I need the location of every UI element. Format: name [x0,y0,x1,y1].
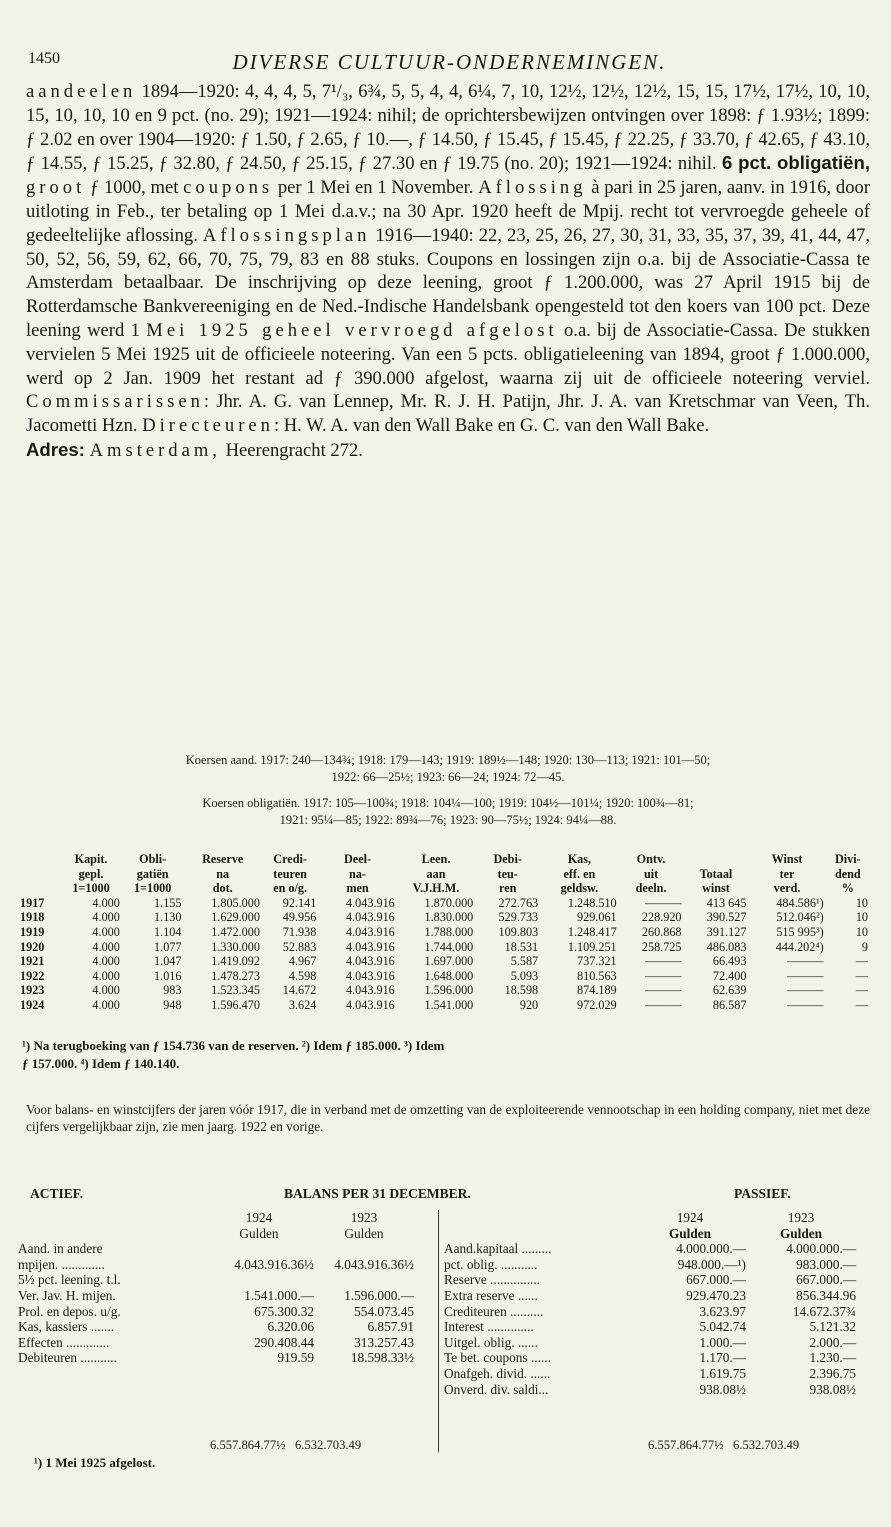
passief-amount: 14.672.37¾ [792,1303,856,1319]
table-cell: — [855,997,868,1012]
table-cell: 1.805.000 [211,895,260,910]
table-row [18,954,870,969]
actief-label: Aand. in andere [18,1241,103,1257]
table-cell: 1.104 [154,924,182,939]
table-cell: 1.697.000 [424,954,474,969]
table-cell: 1.330.000 [211,939,260,954]
passief-amount: 2.396.75 [809,1365,856,1381]
table-header-cell: teu- [497,866,518,881]
passief-amount: 1.230.— [809,1350,856,1366]
passief-amount: 4.000.000.— [676,1241,746,1257]
passief-year-1923: 1923 [787,1210,815,1225]
table-cell: ——— [644,983,682,998]
actief-column [18,1210,414,1366]
table-cell: 444.202⁴) [775,939,824,954]
table-header-cell: en o/g. [273,881,308,896]
text-loan-size: ƒ 1000, met [85,177,184,199]
passief-currency-1924: Gulden [668,1225,712,1241]
table-cell: 9 [861,939,868,954]
table-row-year: 1923 [20,983,45,998]
table-header-cell: ren [499,881,517,896]
table-cell: 4.000 [92,939,120,954]
actief-amount: 554.073.45 [354,1303,414,1319]
passief-row [444,1241,856,1257]
table-header-cell: winst [702,881,730,896]
table-cell: 272.763 [498,895,539,910]
table-cell: 1.870.000 [424,895,474,910]
table-cell: 109.803 [498,924,539,939]
table-row-year: 1922 [20,968,45,983]
table-cell: 1.541.000 [424,997,474,1012]
table-header-cell [18,881,60,896]
table-cell: 1.629.000 [211,910,260,925]
text-directeuren-label: Directeuren [142,415,274,437]
table-row [18,896,870,911]
actief-row [18,1241,414,1257]
text-aflossing-details: à pari in 25 jaren, aanv. in 1916, door uitloting in Feb., ter betaling op 1 Mei d.a.v.; na 30 Apr. 1920 heeft de Mpij. recht tot vervroegde geheele of gedeeltelijke aflossing. [26,177,870,246]
table-row-year: 1918 [20,910,45,925]
actief-row [18,1350,414,1366]
passief-amount: 4.000.000.— [786,1241,856,1257]
actief-row [18,1335,414,1351]
table-cell: ——— [787,983,824,998]
table-row-year: 1920 [20,939,45,954]
table-cell: 10 [855,910,868,925]
actief-total-1923: 6.532.703.49 [295,1438,362,1452]
passief-rows [444,1241,856,1397]
table-cell: 52.883 [282,939,317,954]
actief-amount [204,1272,314,1288]
table-header-cell: Leen. [421,852,451,866]
passief-row [444,1288,856,1304]
table-header-cell: na [216,866,230,881]
actief-amount: 4.043.916.36½ [234,1256,314,1272]
text-adres-city: Amsterdam, [89,439,221,461]
table-cell: 1.155 [154,895,182,910]
table-cell: 1.523.345 [211,983,260,998]
table-cell: 512.046²) [776,910,824,925]
actief-amount: 18.598.33½ [350,1350,414,1366]
text-groot: groot [26,177,86,199]
actief-amount [314,1241,414,1257]
table-cell: 4.000 [92,983,120,998]
table-cell: 228.920 [641,910,682,925]
actief-amount: 675.300.32 [254,1303,314,1319]
table-cell: 92.141 [282,895,317,910]
table-cell: 737.321 [577,954,617,969]
passief-amount: 5.042.74 [699,1319,746,1335]
text-commissarissen: : Jhr. A. G. van Lennep, Mr. R. J. H. Patijn, Jhr. J. A. van Kretschmar van Veen, Th. Jacometti Hzn. [26,391,870,437]
table-cell: 1.648.000 [424,968,474,983]
table-row-year: 1921 [20,954,45,969]
table-row-year: 1924 [20,997,45,1012]
koersen-obl-line2: 1921: 95¼—85; 1922: 89¾—76; 1923: 90—75½; 1924: 94¼—88. [279,813,617,827]
table-header-cell: V.J.H.M. [412,881,460,896]
text-dividend-history: 1894—1920: 4, 4, 4, 5, 7¹/₃, 6¾, 5, 5, 4, 4, 6¼, 7, 10, 12½, 12½, 12½, 15, 15, 17½, 17½, 10, 10, 15, 10, 10, 10 en 9 pct. (no. 29); 1921—1924: nihil; de oprichtersbewijzen ontvingen over 1898: ƒ 1.93½; 1899: ƒ 2.02 en over 1904—1920: ƒ 1.50, ƒ 2.65, ƒ 10.—, ƒ 14.50, ƒ 15.45, ƒ 15.45, ƒ 22.25, ƒ 33.70, ƒ 42.65, ƒ 43.10, ƒ 14.55, ƒ 15.25, ƒ 32.80, ƒ 24.50, ƒ 25.15, ƒ 27.30 en ƒ 19.75 (no. 20); 1921—1924: nihil. [26,81,870,175]
table-cell: 983 [163,983,182,998]
passief-amount: 983.000.— [796,1256,856,1272]
table-row [18,998,870,1013]
balans-column-divider [438,1210,439,1452]
balans-title: BALANS PER 31 DECEMBER. [284,1186,471,1201]
table-row-year: 1919 [20,924,45,939]
actief-rows [18,1241,414,1366]
koersen-aand-line2: 1922: 66—25½; 1923: 66—24; 1924: 72—45. [331,770,565,784]
passief-amount: 5.121.32 [809,1319,856,1335]
passief-label: Interest .............. [444,1319,534,1335]
passief-totals [648,1438,799,1453]
table-cell: 66.493 [712,954,747,969]
passief-amount: 1.619.75 [699,1365,746,1381]
actief-label: Effecten ............. [18,1334,110,1350]
balans-footnote: ¹) 1 Mei 1925 afgelost. [34,1455,156,1470]
koersen-obl-line1: Koersen obligatiën. 1917: 105—100¾; 1918: 104¼—100; 1919: 104½—101¼; 1920: 100¾—81; [202,796,694,810]
table-cell: 4.000 [92,968,120,983]
table-header-cell: Winst [771,852,803,866]
passief-label: Uitgel. oblig. ...... [444,1334,538,1350]
table-header-cell: gatiën [136,866,169,881]
table-cell: 1.248.417 [567,924,617,939]
table-cell: 529.733 [498,910,539,925]
table-header-cell [18,867,60,882]
table-header-cell: uit [643,866,659,881]
table-cell: 1.130 [154,910,182,925]
table-cell: 4.000 [92,924,120,939]
table-row [18,969,870,984]
table-cell: 4.000 [92,895,120,910]
balans-heading [26,1186,870,1206]
table-header-cell: dend [834,866,861,881]
table-cell: 10 [855,924,868,939]
table-cell: 413 645 [706,895,747,910]
passief-label: Aand.kapitaal ......... [444,1241,552,1257]
text-directeuren: : H. W. A. van den Wall Bake en G. C. van den Wall Bake. [273,415,710,437]
passief-column [444,1210,856,1397]
table-cell: 972.029 [577,997,617,1012]
table-cell: 920 [519,997,539,1012]
table-cell: 1.596.000 [424,983,474,998]
text-coupon-dates: per 1 Mei en 1 November. [273,177,479,199]
koersen-aand-line1: Koersen aand. 1917: 240—134¾; 1918: 179—143; 1919: 189½—148; 1920: 130—113; 1921: 101—50; [185,753,711,767]
passief-row [444,1335,856,1351]
actief-amount [204,1241,314,1257]
table-header-cell: % [841,881,854,896]
table-cell: 484.586¹) [776,895,824,910]
table-cell: — [855,968,868,983]
actief-amount: 919.59 [277,1350,314,1366]
actief-amount: 290.408.44 [254,1334,314,1350]
passief-label: pct. oblig. ........... [444,1256,538,1272]
table-cell: 4.043.916 [346,997,395,1012]
table-cell: 948 [163,997,182,1012]
passief-row [444,1272,856,1288]
table-cell: 10 [855,895,868,910]
passief-row [444,1257,856,1273]
table-cell: 929.061 [577,910,617,925]
table-cell: ——— [787,968,824,983]
text-aflossing: Aflossing [478,177,587,199]
table-cell: ——— [787,997,824,1012]
table-header-cell: 1=1000 [72,881,110,896]
table-cell: 1.830.000 [424,910,474,925]
passief-label: Reserve ............... [444,1272,541,1288]
passief-heading: PASSIEF. [734,1186,791,1201]
table-cell: 4.043.916 [346,954,395,969]
passief-label: Extra reserve ...... [444,1287,538,1303]
results-table-body [18,896,870,1013]
running-title: DIVERSE CULTUUR-ONDERNEMINGEN. [232,50,667,74]
table-row [18,925,870,940]
table-header-cell: teuren [273,866,307,881]
table-header-row [18,867,870,882]
table-header-cell [684,852,749,867]
table-cell: ——— [644,968,682,983]
actief-year-1923: 1923 [350,1210,378,1225]
text-adres-street: Heerengracht 272. [220,439,363,461]
table-cell: 4.043.916 [346,983,395,998]
text-aandeelen: aandeelen [26,81,137,102]
table-cell: 260.868 [641,924,682,939]
actief-row [18,1288,414,1304]
actief-row [18,1319,414,1335]
passief-row [444,1319,856,1335]
table-header-cell: Debi- [493,852,522,866]
koersen-obligaties [26,795,870,829]
table-cell: 18.598 [504,983,539,998]
page-header [28,50,871,80]
table-header-cell: Deel- [343,852,372,866]
table-header-cell: geldsw. [560,881,599,896]
actief-amount: 4.043.916.36½ [334,1256,414,1272]
table-cell: — [855,954,868,969]
table-cell: 258.725 [641,939,682,954]
table-cell: 4.043.916 [346,910,395,925]
table-header-cell: Totaal [699,866,733,881]
passief-amount: 3.623.97 [699,1303,746,1319]
text-commissarissen-label: Commissarissen [26,391,204,413]
actief-row [18,1304,414,1320]
table-header-cell: Kapit. [74,852,108,866]
table-header-cell [18,852,60,867]
table-cell: 1.109.251 [567,939,617,954]
actief-currency-1923: Gulden [344,1225,384,1241]
text-loan-history: o.a. bij de Associatie-Cassa. De stukken vervielen 5 Mei 1925 uit de officieele noteering. Van een 5 pcts. obligatieleening van 1894, groot ƒ 1.000.000, werd op 2 Jan. 1909 het restant ad ƒ 390.000 afgelost, waarna zij uit de officieele noteering verviel. [26,319,871,389]
table-header-cell: deeln. [635,881,667,896]
table-row [18,940,870,955]
actief-year-1924: 1924 [245,1210,273,1225]
table-header-cell: Ontv. [636,852,666,866]
table-row [18,910,870,925]
table-header-cell: Divi- [834,852,861,866]
table-header-cell: men [346,881,369,896]
table-cell: 4.000 [92,910,120,925]
main-paragraph [26,80,870,463]
passief-amount: 2.000.— [809,1334,856,1350]
table-footnote-line1: ¹) Na terugboeking van ƒ 154.736 van de reserven. ²) Idem ƒ 185.000. ³) Idem [22,1038,445,1053]
table-cell: 1.596.470 [211,997,260,1012]
table-header-cell: aan [426,866,446,881]
table-header-cell: ter [779,866,795,881]
actief-total-1924: 6.557.864.77½ [210,1438,286,1452]
table-cell: ——— [644,954,682,969]
actief-label: Kas, kassiers ....... [18,1319,115,1335]
table-header-row [18,881,870,896]
table-cell: 1.419.092 [211,954,260,969]
actief-amount [314,1272,414,1288]
passief-total-1923: 6.532.703.49 [733,1438,800,1452]
passief-amount: 667.000.— [686,1272,746,1288]
actief-label: mpijen. ............. [18,1256,105,1272]
table-header-cell: Credi- [273,852,307,866]
table-cell: 71.938 [282,924,317,939]
table-cell: 1.472.000 [211,924,260,939]
table-cell: 1.788.000 [424,924,474,939]
table-cell: 49.956 [282,910,317,925]
actief-totals [210,1438,361,1453]
actief-label: Debiteuren ........... [18,1350,117,1366]
table-cell: 4.000 [92,954,120,969]
passief-year-1924: 1924 [676,1210,704,1225]
table-cell: 5.587 [510,954,539,969]
table-cell: ——— [644,997,682,1012]
actief-heading: ACTIEF. [30,1186,84,1201]
table-footnote-line2: ƒ 157.000. ⁴) Idem ƒ 140.140. [22,1056,180,1071]
table-cell: 4.598 [288,968,317,983]
text-adres-label: Adres: [26,438,85,460]
table-cell: 486.083 [706,939,747,954]
actief-row [18,1272,414,1288]
table-cell: — [855,983,868,998]
table-cell: 390.527 [706,910,747,925]
actief-amount: 313.257.43 [354,1334,414,1350]
table-header-row [18,852,870,867]
table-cell: 72.400 [712,968,747,983]
table-cell: 1.016 [154,968,182,983]
table-cell: 515 995³) [776,924,824,939]
passief-amount: 938.08½ [809,1381,856,1397]
passief-label: Te bet. coupons ...... [444,1350,551,1366]
passief-row [444,1350,856,1366]
passief-amount: 948.000.—¹) [677,1256,746,1272]
table-row [18,983,870,998]
passief-amount: 1.000.— [699,1334,746,1350]
passief-row [444,1304,856,1320]
table-cell: 1.077 [154,939,182,954]
text-vervroegd: Mei 1925 geheel vervroegd afgelost [146,319,558,341]
table-header-cell: gepl. [78,866,104,881]
table-cell: 4.043.916 [346,939,395,954]
table-cell: 3.624 [288,997,317,1012]
table-cell: 1.248.510 [567,895,617,910]
results-table [18,852,870,1013]
table-cell: 62.639 [712,983,747,998]
table-cell: 4.043.916 [346,924,395,939]
table-cell: 18.531 [504,939,539,954]
table-row-year: 1917 [20,895,45,910]
voor-balans-note: Voor balans- en winstcijfers der jaren vóór 1917, die in verband met de omzetting van de exploiteerende vennootschap in een holding company, niet met deze cijfers vergelijkbaar zijn, zie men jaarg. 1922 en vorige. [26,1102,870,1134]
actief-row [18,1257,414,1273]
actief-label: 5½ pct. leening. t.l. [18,1272,121,1288]
passief-total-1924: 6.557.864.77½ [648,1438,724,1452]
table-header-cell: Kas, [567,852,592,866]
table-cell: 1.478.273 [211,968,260,983]
table-cell: 86.587 [712,997,747,1012]
table-cell: ——— [644,895,682,910]
passief-row [444,1366,856,1382]
actief-amount: 6.320.06 [267,1319,314,1335]
table-cell: 5.093 [510,968,539,983]
table-cell: 4.043.916 [346,968,395,983]
table-cell: 874.189 [577,983,617,998]
page-number: 1450 [28,50,60,67]
passief-amount: 667.000.— [796,1272,856,1288]
table-cell: 4.967 [288,954,317,969]
text-coupons: coupons [183,177,274,199]
text-aflossingsplan: Aflossingsplan [202,224,371,246]
text-obligaties-heading: 6 pct. obligatiën, [721,152,870,174]
passief-amount: 929.470.23 [686,1287,746,1303]
actief-currency-1924: Gulden [239,1225,279,1241]
passief-row [444,1382,856,1398]
results-table-header [18,852,870,896]
passief-amount: 938.08½ [699,1381,746,1397]
table-header-cell: Reserve [202,852,244,866]
passief-label: Onverd. div. saldi... [444,1381,549,1397]
koersen-aandeelen [26,752,870,786]
passief-label: Onafgeh. divid. ...... [444,1365,551,1381]
passief-label: Crediteuren .......... [444,1303,544,1319]
table-header-cell: dot. [212,881,233,896]
passief-amount: 856.344.96 [796,1287,856,1303]
actief-label: Ver. Jav. H. mijen. [18,1287,116,1303]
table-cell: 810.563 [577,968,617,983]
table-cell: 4.043.916 [346,895,395,910]
table-header-cell: na- [349,866,366,881]
text-aflossingsplan-details: 1916—1940: 22, 23, 25, 26, 27, 30, 31, 33, 35, 37, 39, 41, 44, 47, 50, 52, 56, 59, 62, 66, 70, 75, 79, 83 en 88 stuks. Coupons en lossingen zijn o.a. bij de Associatie-Cassa te Amsterdam betaalbaar. De inschrijving op deze leening, groot ƒ 1.200.000, was 27 April 1915 bij de Rotterdamsche Bankvereeniging en de Ned.-Indische Handelsbank opengesteld tot den koers van 100 pct. Deze leening werd 1 [26,224,870,341]
actief-amount: 6.857.91 [367,1319,414,1335]
table-cell: ——— [787,954,824,969]
table-footnotes [22,1037,870,1073]
table-header-cell: verd. [773,881,801,896]
table-cell: 1.047 [154,954,182,969]
passief-amount: 1.170.— [699,1350,746,1366]
table-cell: 1.744.000 [424,939,474,954]
table-cell: 14.672 [282,983,317,998]
table-cell: 391.127 [706,924,747,939]
actief-amount: 1.596.000.— [344,1287,414,1303]
table-header-cell: eff. en [563,866,596,881]
table-cell: 4.000 [92,997,120,1012]
table-header-cell: Obli- [139,852,167,866]
passief-currency-1923: Gulden [779,1225,823,1241]
actief-label: Prol. en depos. u/g. [18,1303,121,1319]
table-header-cell: 1=1000 [133,881,172,896]
actief-amount: 1.541.000.— [244,1287,314,1303]
